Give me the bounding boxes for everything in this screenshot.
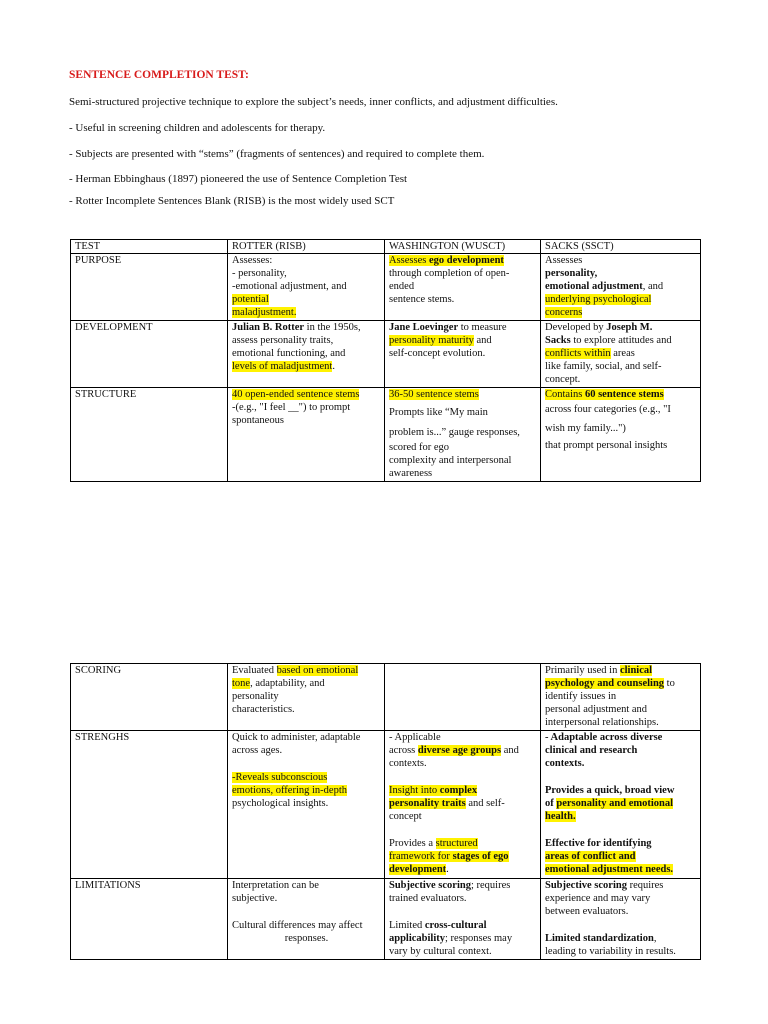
cell-sacks-scoring: Primarily used in clinical psychology and counseling to identify issues in personal adjustment and interpersonal relationships. bbox=[541, 664, 701, 731]
cell-rotter-scoring: Evaluated based on emotional tone, adaptability, and personality characteristics. bbox=[228, 664, 385, 731]
intro-line: Semi-structured projective technique to explore the subject’s needs, inner conflicts, and adjustment difficulties. bbox=[69, 96, 558, 108]
table-row-limitations bbox=[71, 879, 701, 960]
cell-washington-scoring bbox=[385, 664, 541, 731]
table-row-strengths bbox=[71, 731, 701, 879]
comparison-table-bottom bbox=[70, 663, 701, 960]
row-label: STRUCTURE bbox=[71, 388, 228, 482]
table-row-development bbox=[71, 321, 701, 388]
comparison-table-top bbox=[70, 239, 701, 482]
table-row-structure bbox=[71, 388, 701, 482]
cell-washington-development: Jane Loevinger to measure personality maturity and self-concept evolution. bbox=[385, 321, 541, 388]
cell-washington-strengths: - Applicable across diverse age groups and contexts. Insight into complex personality traits and self- concept Provides a structured framework for stages of ego development. bbox=[385, 731, 541, 879]
cell-rotter-strengths: Quick to administer, adaptable across ages. -Reveals subconscious emotions, offering in-depth psychological insights. bbox=[228, 731, 385, 879]
cell-rotter-structure: 40 open-ended sentence stems -(e.g., "I feel __") to prompt spontaneous bbox=[228, 388, 385, 482]
cell-sacks-purpose: Assesses personality, emotional adjustment, and underlying psychological concerns bbox=[541, 254, 701, 321]
row-label: SCORING bbox=[71, 664, 228, 731]
cell-sacks-structure: Contains 60 sentence stems across four categories (e.g., "I wish my family...") that prompt personal insights bbox=[541, 388, 701, 482]
row-label: DEVELOPMENT bbox=[71, 321, 228, 388]
cell-rotter-limitations: Interpretation can be subjective. Cultural differences may affect responses. bbox=[228, 879, 385, 960]
table-row-purpose bbox=[71, 254, 701, 321]
intro-line: - Rotter Incomplete Sentences Blank (RISB) is the most widely used SCT bbox=[69, 195, 395, 207]
header-cell: TEST bbox=[71, 240, 228, 254]
intro-line: - Herman Ebbinghaus (1897) pioneered the use of Sentence Completion Test bbox=[69, 173, 408, 185]
header-cell: SACKS (SSCT) bbox=[541, 240, 701, 254]
table-row-scoring bbox=[71, 664, 701, 731]
intro-line: - Useful in screening children and adolescents for therapy. bbox=[69, 122, 326, 134]
row-label: STRENGHS bbox=[71, 731, 228, 879]
cell-washington-structure: 36-50 sentence stems Prompts like “My main problem is...” gauge responses, scored for ego complexity and interpersonal awareness bbox=[385, 388, 541, 482]
row-label: LIMITATIONS bbox=[71, 879, 228, 960]
table-header-row bbox=[71, 240, 701, 254]
cell-sacks-development: Developed by Joseph M. Sacks to explore attitudes and conflicts within areas like family, social, and self- concept. bbox=[541, 321, 701, 388]
header-cell: ROTTER (RISB) bbox=[228, 240, 385, 254]
cell-sacks-limitations: Subjective scoring requires experience and may vary between evaluators. Limited standardization, leading to variability in results. bbox=[541, 879, 701, 960]
cell-rotter-development: Julian B. Rotter in the 1950s, assess personality traits, emotional functioning, and levels of maladjustment. bbox=[228, 321, 385, 388]
cell-washington-limitations: Subjective scoring; requires trained evaluators. Limited cross-cultural applicability; responses may vary by cultural context. bbox=[385, 879, 541, 960]
cell-sacks-strengths: - Adaptable across diverse clinical and research contexts. Provides a quick, broad view of personality and emotional health. Effective for identifying areas of conflict and emotional adjustment needs. bbox=[541, 731, 701, 879]
row-label: PURPOSE bbox=[71, 254, 228, 321]
cell-washington-purpose: Assesses ego development through completion of open- ended sentence stems. bbox=[385, 254, 541, 321]
cell-rotter-purpose: Assesses: - personality, -emotional adjustment, and potential maladjustment. bbox=[228, 254, 385, 321]
intro-line: - Subjects are presented with “stems” (fragments of sentences) and required to complete them. bbox=[69, 148, 485, 160]
header-cell: WASHINGTON (WUSCT) bbox=[385, 240, 541, 254]
doc-title: SENTENCE COMPLETION TEST: bbox=[69, 69, 249, 81]
